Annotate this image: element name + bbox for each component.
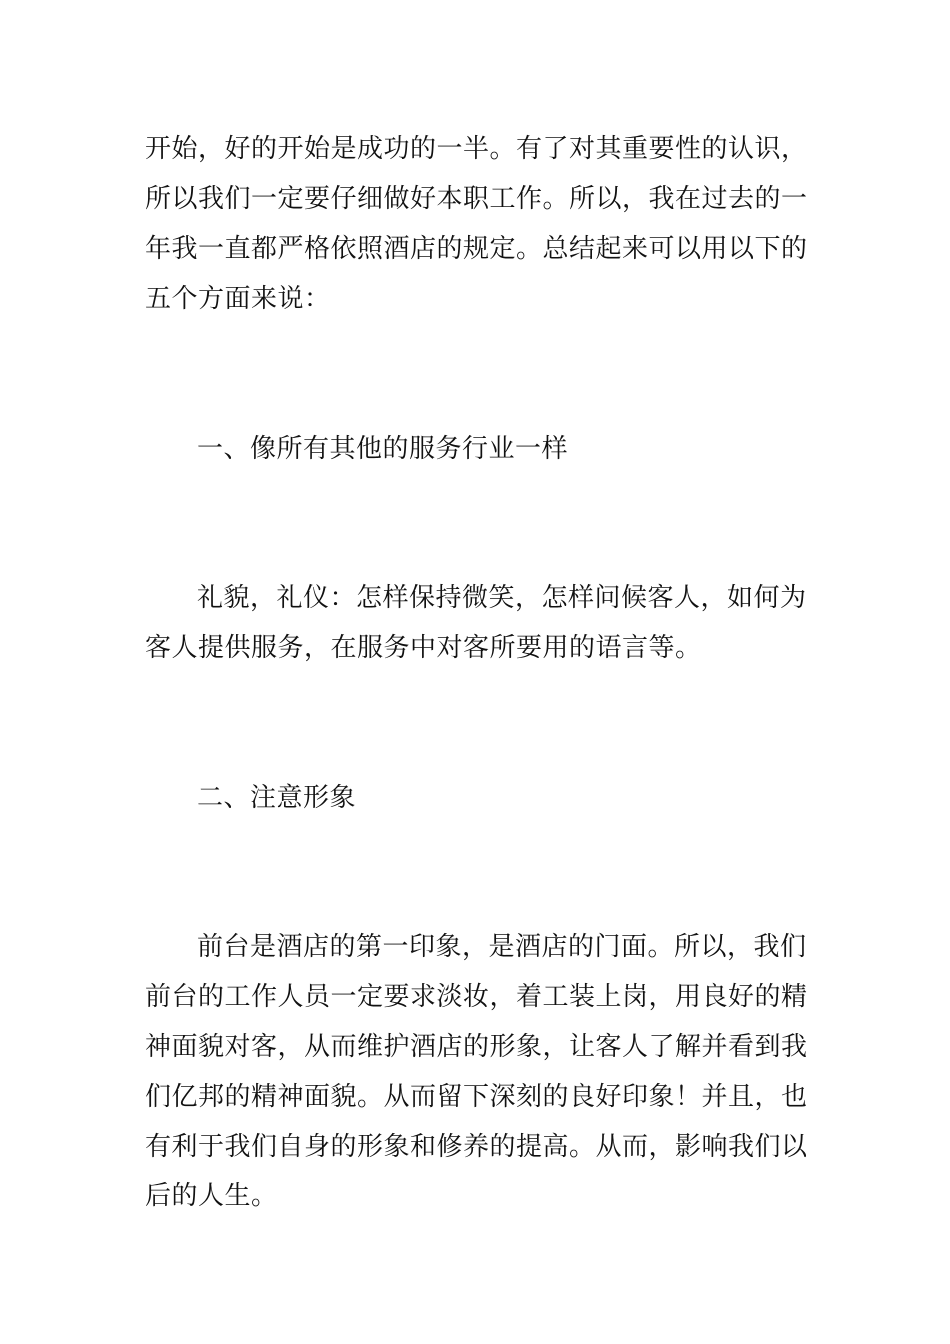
paragraph-3-line-1: 前台是酒店的第一印象，是酒店的门面。所以，我们 [197,932,807,962]
paragraph-1-line-3: 年我一直都严格依照酒店的规定。总结起来可以用以下的 [145,234,808,264]
paragraph-2-line-2: 客人提供服务，在服务中对客所要用的语言等。 [145,633,702,663]
paragraph-1-line-1: 开始，好的开始是成功的一半。有了对其重要性的认识， [145,134,808,164]
paragraph-3-line-2: 前台的工作人员一定要求淡妆，着工装上岗，用良好的精 [145,982,808,1012]
paragraph-3-line-3: 神面貌对客，从而维护酒店的形象，让客人了解并看到我 [145,1032,808,1062]
paragraph-3-line-6: 后的人生。 [145,1181,278,1211]
paragraph-2-line-1: 礼貌，礼仪：怎样保持微笑，怎样问候客人，如何为 [197,583,807,613]
section-heading-2: 二、注意形象 [197,783,357,813]
section-heading-1: 一、像所有其他的服务行业一样 [197,434,569,464]
paragraph-1-line-4: 五个方面来说： [145,284,331,314]
paragraph-1-line-2: 所以我们一定要仔细做好本职工作。所以，我在过去的一 [145,184,808,214]
paragraph-3-line-4: 们亿邦的精神面貌。从而留下深刻的良好印象！并且，也 [145,1082,808,1112]
paragraph-3-line-5: 有利于我们自身的形象和修养的提高。从而，影响我们以 [145,1132,808,1162]
